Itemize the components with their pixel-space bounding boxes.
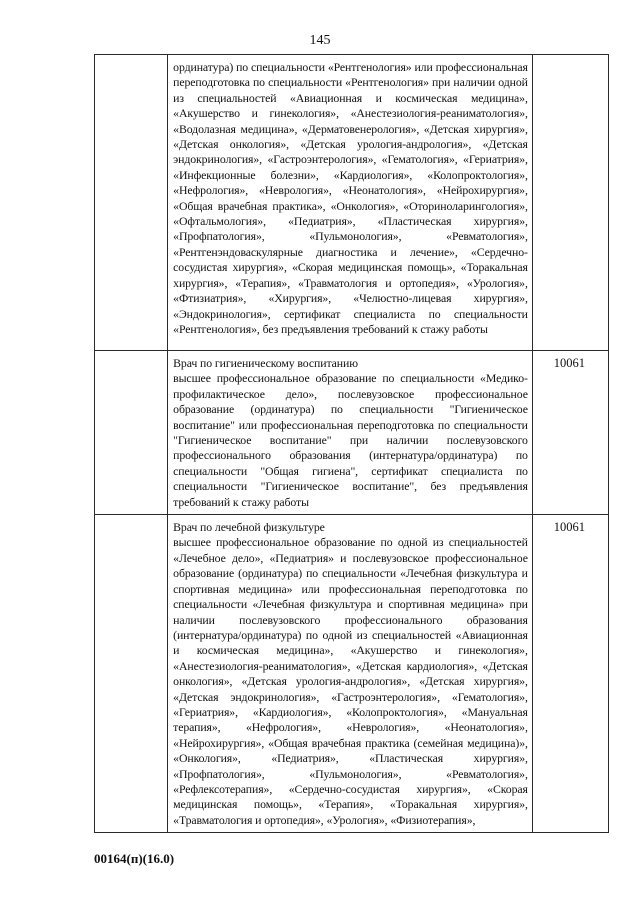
requirements-cell	[168, 515, 533, 833]
code-cell	[532, 55, 608, 351]
requirements-text: высшее профессиональное образование по специальности «Медико-профилактическое дело», послевузовское профессиональное образование (ординатура) по специальности "Гигиеническое воспитание" или профессиональная переподготовка по специальности "Гигиеническое воспитание" при наличии послевузовского профессионального образования (интернатура/ординатура) по специальности "Общая гигиена", сертификат специалиста по специальности "Гигиеническое воспитание", без предъявления требований к стажу работы	[173, 371, 528, 509]
qualification-code	[533, 55, 608, 60]
code-cell	[532, 515, 608, 833]
table-row	[95, 55, 609, 351]
table-row	[95, 515, 609, 833]
document-footer-code: 00164(п)(16.0)	[94, 851, 175, 866]
requirements-text: высшее профессиональное образование по одной из специальностей «Лечебное дело», «Педиатрия» и послевузовское профессиональное образование (ординатура) по специальности «Лечебная физкультура и спортивная медицина» или профессиональная переподготовка по специальности «Лечебная физкультура и спортивная медицина» при наличии послевузовского профессионального образования (интернатура/ординатура) по одной из специальностей «Авиационная и космическая медицина», «Акушерство и гинекология», «Анестезиология-реаниматология», «Детская кардиология», «Детская онкология», «Детская урология-андрология», «Детская хирургия», «Детская эндокринология», «Гастроэнтерология», «Гематология», «Гериатрия», «Кардиология», «Колопроктология», «Мануальная терапия», «Нефрология», «Неврология», «Неонатология», «Нейрохирургия», «Общая врачебная практика (семейная медицина)», «Онкология», «Педиатрия», «Пластическая хирургия», «Профпатология», «Пульмонология», «Ревматология», «Рефлексотерапия», «Сердечно-сосудистая хирургия», «Скорая медицинская помощь», «Терапия», «Торакальная хирургия», «Травматология и ортопедия», «Урология», «Физиотерапия»,	[173, 535, 528, 827]
position-title: Врач по лечебной физкультуре	[173, 520, 325, 535]
page-number: 145	[309, 33, 331, 48]
empty-cell	[95, 351, 168, 515]
empty-cell	[95, 515, 168, 833]
table-row	[95, 351, 609, 515]
position-title: Врач по гигиеническому воспитанию	[173, 356, 358, 370]
qualification-table	[94, 54, 609, 833]
qualification-code: 10061	[553, 356, 586, 370]
requirements-cell	[168, 55, 533, 351]
requirements-cell	[168, 351, 533, 515]
code-cell	[532, 351, 608, 515]
empty-cell	[95, 55, 168, 351]
qualification-code: 10061	[553, 520, 586, 535]
requirements-text: ординатура) по специальности «Рентгенология» или профессиональная переподготовка по специальности «Рентгенология» при наличии одной из специальностей «Авиационная и космическая медицина», «Акушерство и гинекология», «Анестезиология-реаниматология», «Водолазная медицина», «Дерматовенерология», «Детская хирургия», «Детская онкология», «Детская урология-андрология», «Детская эндокринология», «Гастроэнтерология», «Гематология», «Гериатрия», «Инфекционные болезни», «Кардиология», «Колопроктология», «Нефрология», «Неврология», «Неонатология», «Нейрохирургия», «Общая врачебная практика», «Онкология», «Оториноларингология», «Офтальмология», «Педиатрия», «Пластическая хирургия», «Профпатология», «Пульмонология», «Ревматология», «Рентгенэндоваскулярные диагностика и лечение», «Сердечно-сосудистая хирургия», «Скорая медицинская помощь», «Торакальная хирургия», «Терапия», «Травматология и ортопедия», «Урология», «Фтизиатрия», «Хирургия», «Челюстно-лицевая хирургия», «Эндокринология», сертификат специалиста по специальности «Рентгенология», без предъявления требований к стажу работы	[173, 60, 528, 336]
